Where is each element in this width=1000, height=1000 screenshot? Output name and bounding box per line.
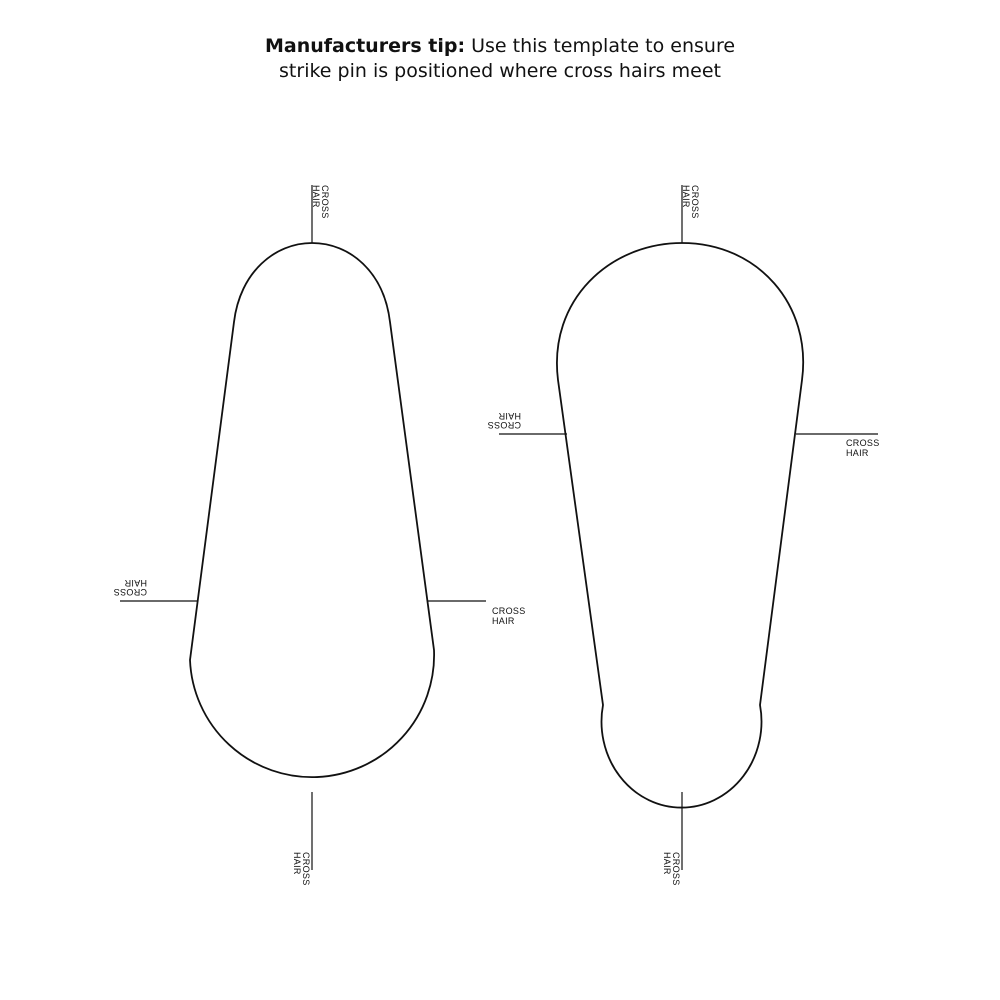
right-template-outline [557, 243, 803, 808]
right-top-crosshair-label: CROSS HAIR [681, 185, 700, 219]
right-template [485, 185, 883, 888]
left-template [111, 185, 529, 888]
left-left-crosshair-label: CROSS HAIR [113, 578, 147, 597]
right-left-crosshair-label: CROSS HAIR [487, 411, 521, 430]
left-template-outline [190, 243, 434, 777]
left-bottom-crosshair-label: CROSS HAIR [292, 852, 311, 886]
tip-text-2: strike pin is positioned where cross hairs meet [279, 60, 721, 82]
right-bottom-crosshair-label: CROSS HAIR [662, 852, 681, 886]
tip-text-1: Use this template to ensure [471, 35, 736, 57]
right-right-crosshair-label: CROSS HAIR [846, 438, 880, 458]
left-right-crosshair-label: CROSS HAIR [492, 606, 526, 626]
tip-heading: Manufacturers tip: [264, 35, 466, 57]
left-top-crosshair-label: CROSS HAIR [311, 185, 330, 219]
